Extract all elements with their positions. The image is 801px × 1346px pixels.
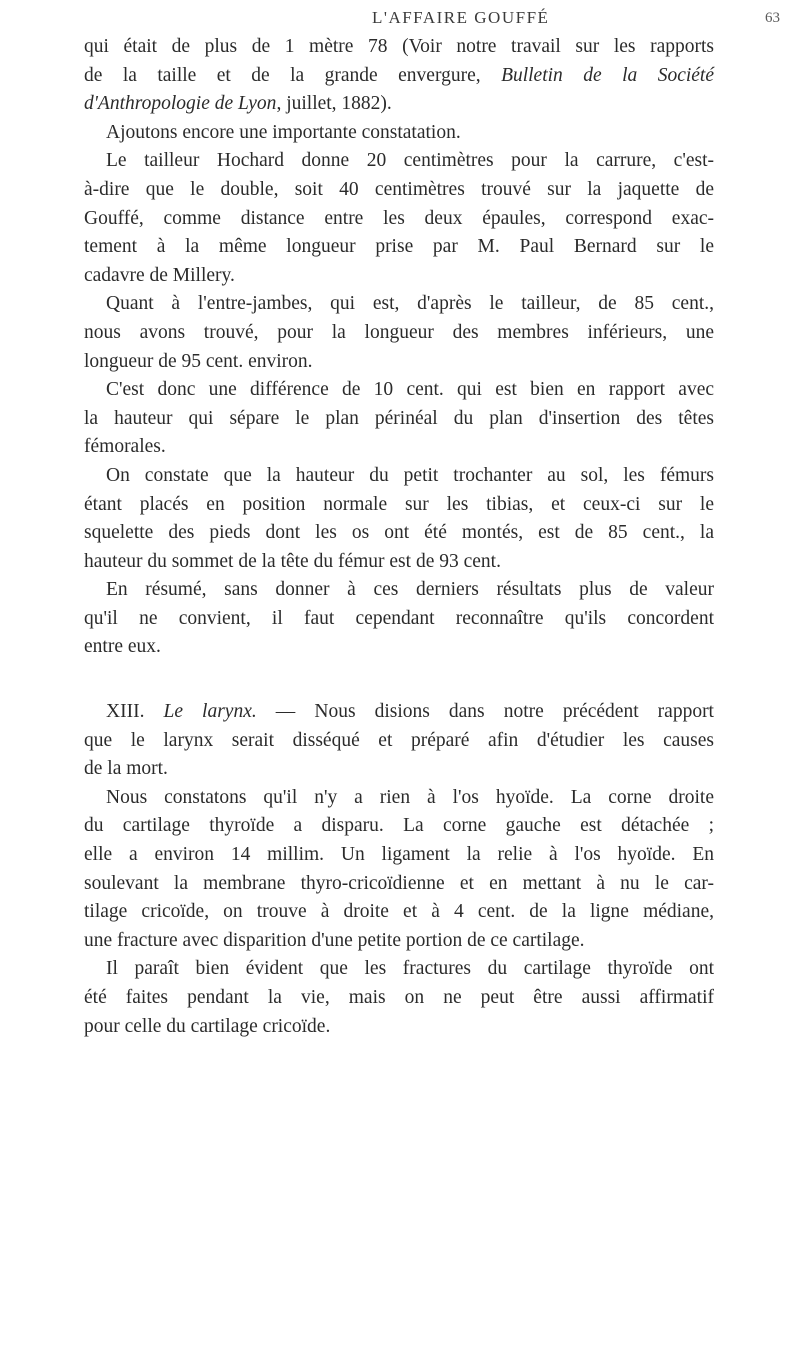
- text-line: [84, 62, 714, 91]
- text-line: tilage cricoïde, on trouve à droite et à 4 cent. de la ligne médiane,: [84, 901, 714, 923]
- text-line: la hauteur qui sépare le plan périnéal du plan d'insertion des têtes: [84, 407, 714, 429]
- text-line: qui était de plus de 1 mètre 78 (Voir notre travail sur les rapports: [84, 36, 714, 57]
- text-line: squelette des pieds dont les os ont été montés, est de 85 cent., la: [84, 522, 714, 544]
- text-line: à-dire que le double, soit 40 centimètres trouvé sur la jaquette de: [84, 178, 714, 200]
- text-span: , juillet, 1882).: [276, 93, 392, 115]
- section-title: Le larynx.: [163, 701, 257, 723]
- text-line: [84, 698, 714, 727]
- text-span: — Nous disions dans notre précédent rapport: [256, 701, 714, 723]
- paragraph-5: [84, 376, 714, 462]
- text-line: été faites pendant la vie, mais on ne peut être aussi affirmatif: [84, 987, 714, 1008]
- text-line: entre eux.: [84, 636, 161, 658]
- text-line: Ajoutons encore une importante constatation.: [106, 121, 461, 143]
- text-line: tement à la même longueur prise par M. Paul Bernard sur le: [84, 236, 714, 258]
- paragraph-2: [84, 119, 714, 148]
- citation-title: d'Anthropologie de Lyon: [84, 93, 277, 115]
- text-line: de la mort.: [84, 758, 168, 780]
- paragraph-4: [84, 290, 714, 376]
- text-line: longueur de 95 cent. environ.: [84, 350, 313, 372]
- text-line: soulevant la membrane thyro-cricoïdienne et en mettant à nu le car-: [84, 872, 714, 894]
- body-text: [84, 33, 714, 1041]
- text-line: Le tailleur Hochard donne 20 centimètres pour la carrure, c'est-: [106, 150, 714, 172]
- text-line: une fracture avec disparition d'une petite portion de ce cartilage.: [84, 929, 585, 951]
- text-line: Nous constatons qu'il n'y a rien à l'os hyoïde. La corne droite: [106, 786, 714, 808]
- page-number: 63: [765, 10, 780, 26]
- paragraph-6: [84, 462, 714, 576]
- text-line: Gouffé, comme distance entre les deux épaules, correspond exac-: [84, 207, 714, 229]
- text-line: fémorales.: [84, 436, 166, 458]
- paragraph-7: [84, 576, 714, 662]
- text-line: C'est donc une différence de 10 cent. qui est bien en rapport avec: [106, 379, 714, 401]
- text-line: Quant à l'entre-jambes, qui est, d'après le tailleur, de 85 cent.,: [106, 293, 714, 315]
- text-line: du cartilage thyroïde a disparu. La corne gauche est détachée ;: [84, 815, 714, 837]
- text-line: étant placés en position normale sur les tibias, et ceux-ci sur le: [84, 493, 714, 515]
- text-line: nous avons trouvé, pour la longueur des membres inférieurs, une: [84, 321, 714, 343]
- section-number: XIII.: [106, 701, 164, 723]
- text-line: [84, 90, 714, 119]
- text-line: Il paraît bien évident que les fractures du cartilage thyroïde ont: [106, 958, 714, 980]
- text-line: elle a environ 14 millim. Un ligament la relie à l'os hyoïde. En: [84, 844, 714, 866]
- paragraph-10: [84, 955, 714, 1041]
- section-gap: [84, 662, 714, 698]
- text-span: de la taille et de la grande envergure,: [84, 64, 502, 86]
- text-line: En résumé, sans donner à ces derniers résultats plus de valeur: [106, 579, 714, 601]
- running-head: [0, 4, 801, 30]
- paragraph-1: [84, 33, 714, 119]
- text-line: que le larynx serait disséqué et préparé afin d'étudier les causes: [84, 729, 714, 751]
- text-line: pour celle du cartilage cricoïde.: [84, 1015, 331, 1037]
- citation-title: Bulletin de la Société: [501, 64, 714, 86]
- text-line: hauteur du sommet de la tête du fémur est de 93 cent.: [84, 550, 501, 572]
- text-line: qu'il ne convient, il faut cependant reconnaître qu'ils concordent: [84, 607, 714, 629]
- paragraph-3: [84, 147, 714, 290]
- paragraph-9: [84, 784, 714, 956]
- paragraph-8: [84, 698, 714, 784]
- running-title: L'AFFAIRE GOUFFÉ: [372, 8, 550, 27]
- text-line: cadavre de Millery.: [84, 264, 235, 286]
- text-line: On constate que la hauteur du petit trochanter au sol, les fémurs: [106, 464, 714, 486]
